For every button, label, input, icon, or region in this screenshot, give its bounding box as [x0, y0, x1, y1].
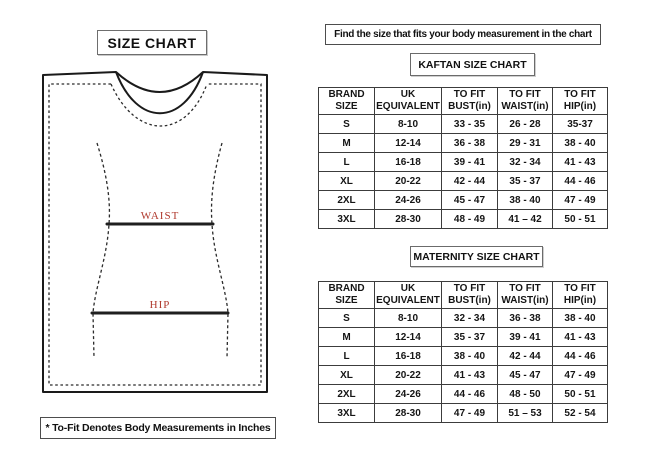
- size-cell: 28-30: [375, 210, 442, 229]
- size-cell: 2XL: [319, 191, 375, 210]
- size-row: [319, 328, 608, 347]
- size-cell: L: [319, 153, 375, 172]
- size-cell: 8-10: [375, 309, 442, 328]
- size-row: [319, 347, 608, 366]
- size-row: [319, 172, 608, 191]
- instruction-banner: [325, 24, 601, 45]
- size-cell: 41 - 43: [553, 328, 608, 347]
- size-cell: 24-26: [375, 191, 442, 210]
- size-cell: XL: [319, 172, 375, 191]
- size-cell: M: [319, 328, 375, 347]
- kaftan-chart-title: [410, 53, 535, 76]
- kaftan-header-row: [319, 88, 608, 115]
- size-cell: 12-14: [375, 328, 442, 347]
- size-row: [319, 115, 608, 134]
- waist-label: WAIST: [140, 210, 180, 222]
- size-cell: 35-37: [553, 115, 608, 134]
- size-cell: 47 - 49: [553, 191, 608, 210]
- size-cell: 3XL: [319, 404, 375, 423]
- column-header: BRAND SIZE: [319, 88, 375, 115]
- size-cell: 8-10: [375, 115, 442, 134]
- size-row: [319, 404, 608, 423]
- size-cell: 24-26: [375, 385, 442, 404]
- size-cell: 35 - 37: [498, 172, 553, 191]
- page-title-text: SIZE CHART: [107, 34, 197, 51]
- column-header: TO FIT WAIST(in): [498, 282, 553, 309]
- size-row: [319, 385, 608, 404]
- size-cell: 39 - 41: [498, 328, 553, 347]
- size-row: [319, 153, 608, 172]
- size-cell: 38 - 40: [442, 347, 498, 366]
- size-cell: 52 - 54: [553, 404, 608, 423]
- footnote-text: * To-Fit Denotes Body Measurements in Inches: [45, 422, 271, 434]
- size-row: [319, 210, 608, 229]
- size-row: [319, 134, 608, 153]
- column-header: TO FIT HIP(in): [553, 282, 608, 309]
- size-row: [319, 309, 608, 328]
- maternity-chart-title: [410, 246, 543, 267]
- size-cell: 39 - 41: [442, 153, 498, 172]
- size-cell: 3XL: [319, 210, 375, 229]
- size-cell: 51 – 53: [498, 404, 553, 423]
- size-cell: 38 - 40: [553, 134, 608, 153]
- size-cell: 44 - 46: [553, 347, 608, 366]
- size-cell: 38 - 40: [553, 309, 608, 328]
- column-header: TO FIT WAIST(in): [498, 88, 553, 115]
- kaftan-chart-title-text: KAFTAN SIZE CHART: [418, 58, 527, 71]
- size-cell: 45 - 47: [498, 366, 553, 385]
- size-cell: 16-18: [375, 153, 442, 172]
- size-cell: 20-22: [375, 366, 442, 385]
- size-cell: 41 - 43: [442, 366, 498, 385]
- kaftan-diagram: [0, 0, 300, 466]
- column-header: UK EQUIVALENT: [375, 88, 442, 115]
- size-cell: 32 - 34: [442, 309, 498, 328]
- size-cell: 44 - 46: [553, 172, 608, 191]
- size-cell: 36 - 38: [442, 134, 498, 153]
- size-cell: 28-30: [375, 404, 442, 423]
- size-cell: M: [319, 134, 375, 153]
- size-cell: 36 - 38: [498, 309, 553, 328]
- size-cell: 20-22: [375, 172, 442, 191]
- size-cell: 26 - 28: [498, 115, 553, 134]
- instruction-text: Find the size that fits your body measurement in the chart: [334, 29, 592, 40]
- size-cell: 42 - 44: [442, 172, 498, 191]
- size-cell: 44 - 46: [442, 385, 498, 404]
- maternity-chart-title-text: MATERNITY SIZE CHART: [413, 250, 540, 263]
- column-header: BRAND SIZE: [319, 282, 375, 309]
- garment-outline: [43, 72, 267, 392]
- column-header: TO FIT BUST(in): [442, 282, 498, 309]
- size-cell: 12-14: [375, 134, 442, 153]
- size-cell: 42 - 44: [498, 347, 553, 366]
- column-header: UK EQUIVALENT: [375, 282, 442, 309]
- footnote: [40, 417, 276, 439]
- size-cell: L: [319, 347, 375, 366]
- column-header: TO FIT BUST(in): [442, 88, 498, 115]
- size-cell: 50 - 51: [553, 385, 608, 404]
- maternity-size-table: [318, 281, 608, 423]
- size-cell: 48 - 50: [498, 385, 553, 404]
- size-cell: XL: [319, 366, 375, 385]
- size-cell: 50 - 51: [553, 210, 608, 229]
- size-cell: 2XL: [319, 385, 375, 404]
- maternity-header-row: [319, 282, 608, 309]
- size-cell: 33 - 35: [442, 115, 498, 134]
- size-cell: 45 - 47: [442, 191, 498, 210]
- size-cell: 38 - 40: [498, 191, 553, 210]
- size-cell: 47 - 49: [442, 404, 498, 423]
- column-header: TO FIT HIP(in): [553, 88, 608, 115]
- size-cell: 29 - 31: [498, 134, 553, 153]
- size-cell: 32 - 34: [498, 153, 553, 172]
- kaftan-size-table: [318, 87, 608, 229]
- size-row: [319, 191, 608, 210]
- size-row: [319, 366, 608, 385]
- size-cell: 48 - 49: [442, 210, 498, 229]
- hip-label: HIP: [149, 299, 171, 311]
- size-cell: S: [319, 115, 375, 134]
- size-cell: 16-18: [375, 347, 442, 366]
- size-cell: 41 - 43: [553, 153, 608, 172]
- size-cell: S: [319, 309, 375, 328]
- size-cell: 47 - 49: [553, 366, 608, 385]
- size-cell: 41 – 42: [498, 210, 553, 229]
- size-cell: 35 - 37: [442, 328, 498, 347]
